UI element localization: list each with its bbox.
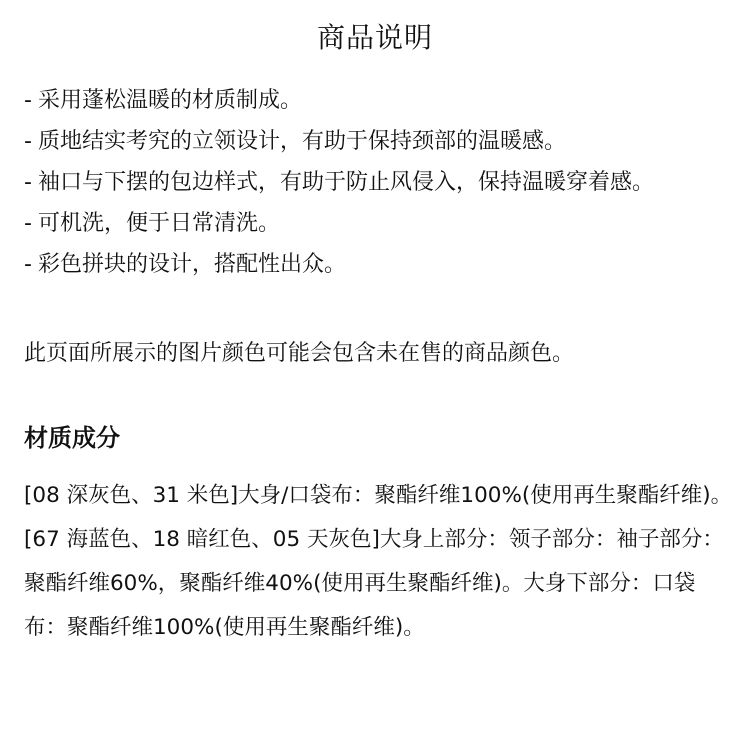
bullet-dash: - xyxy=(24,252,32,277)
feature-item xyxy=(24,121,734,162)
material-paragraph: [67 海蓝色、18 暗红色、05 天灰色]大身上部分：领子部分：袖子部分：聚酯纤维60%，聚酯纤维40%(使用再生聚酯纤维)。大身下部分：口袋布：聚酯纤维100%(使用再生聚酯纤维)。 xyxy=(24,527,724,640)
materials-heading: 材质成分 xyxy=(24,424,120,452)
feature-item xyxy=(24,162,734,203)
material-paragraph: [08 深灰色、31 米色]大身/口袋布：聚酯纤维100%(使用再生聚酯纤维)。 xyxy=(24,483,733,508)
feature-item xyxy=(24,80,734,121)
bullet-dash: - xyxy=(24,211,32,236)
feature-text: 袖口与下摆的包边样式，有助于防止风侵入，保持温暖穿着感。 xyxy=(38,170,655,195)
materials-section xyxy=(24,474,736,650)
feature-item xyxy=(24,244,734,285)
feature-text: 可机洗，便于日常清洗。 xyxy=(38,211,281,236)
bullet-dash: - xyxy=(24,170,32,195)
bullet-dash: - xyxy=(24,88,32,113)
feature-text: 质地结实考究的立领设计，有助于保持颈部的温暖感。 xyxy=(38,129,567,154)
page-title: 商品说明 xyxy=(316,21,433,54)
feature-item xyxy=(24,203,734,244)
feature-text: 采用蓬松温暖的材质制成。 xyxy=(38,88,303,113)
color-availability-note: 此页面所展示的图片颜色可能会包含未在售的商品颜色。 xyxy=(24,341,575,366)
feature-list xyxy=(24,80,734,285)
bullet-dash: - xyxy=(24,129,32,154)
feature-text: 彩色拼块的设计，搭配性出众。 xyxy=(38,252,347,277)
